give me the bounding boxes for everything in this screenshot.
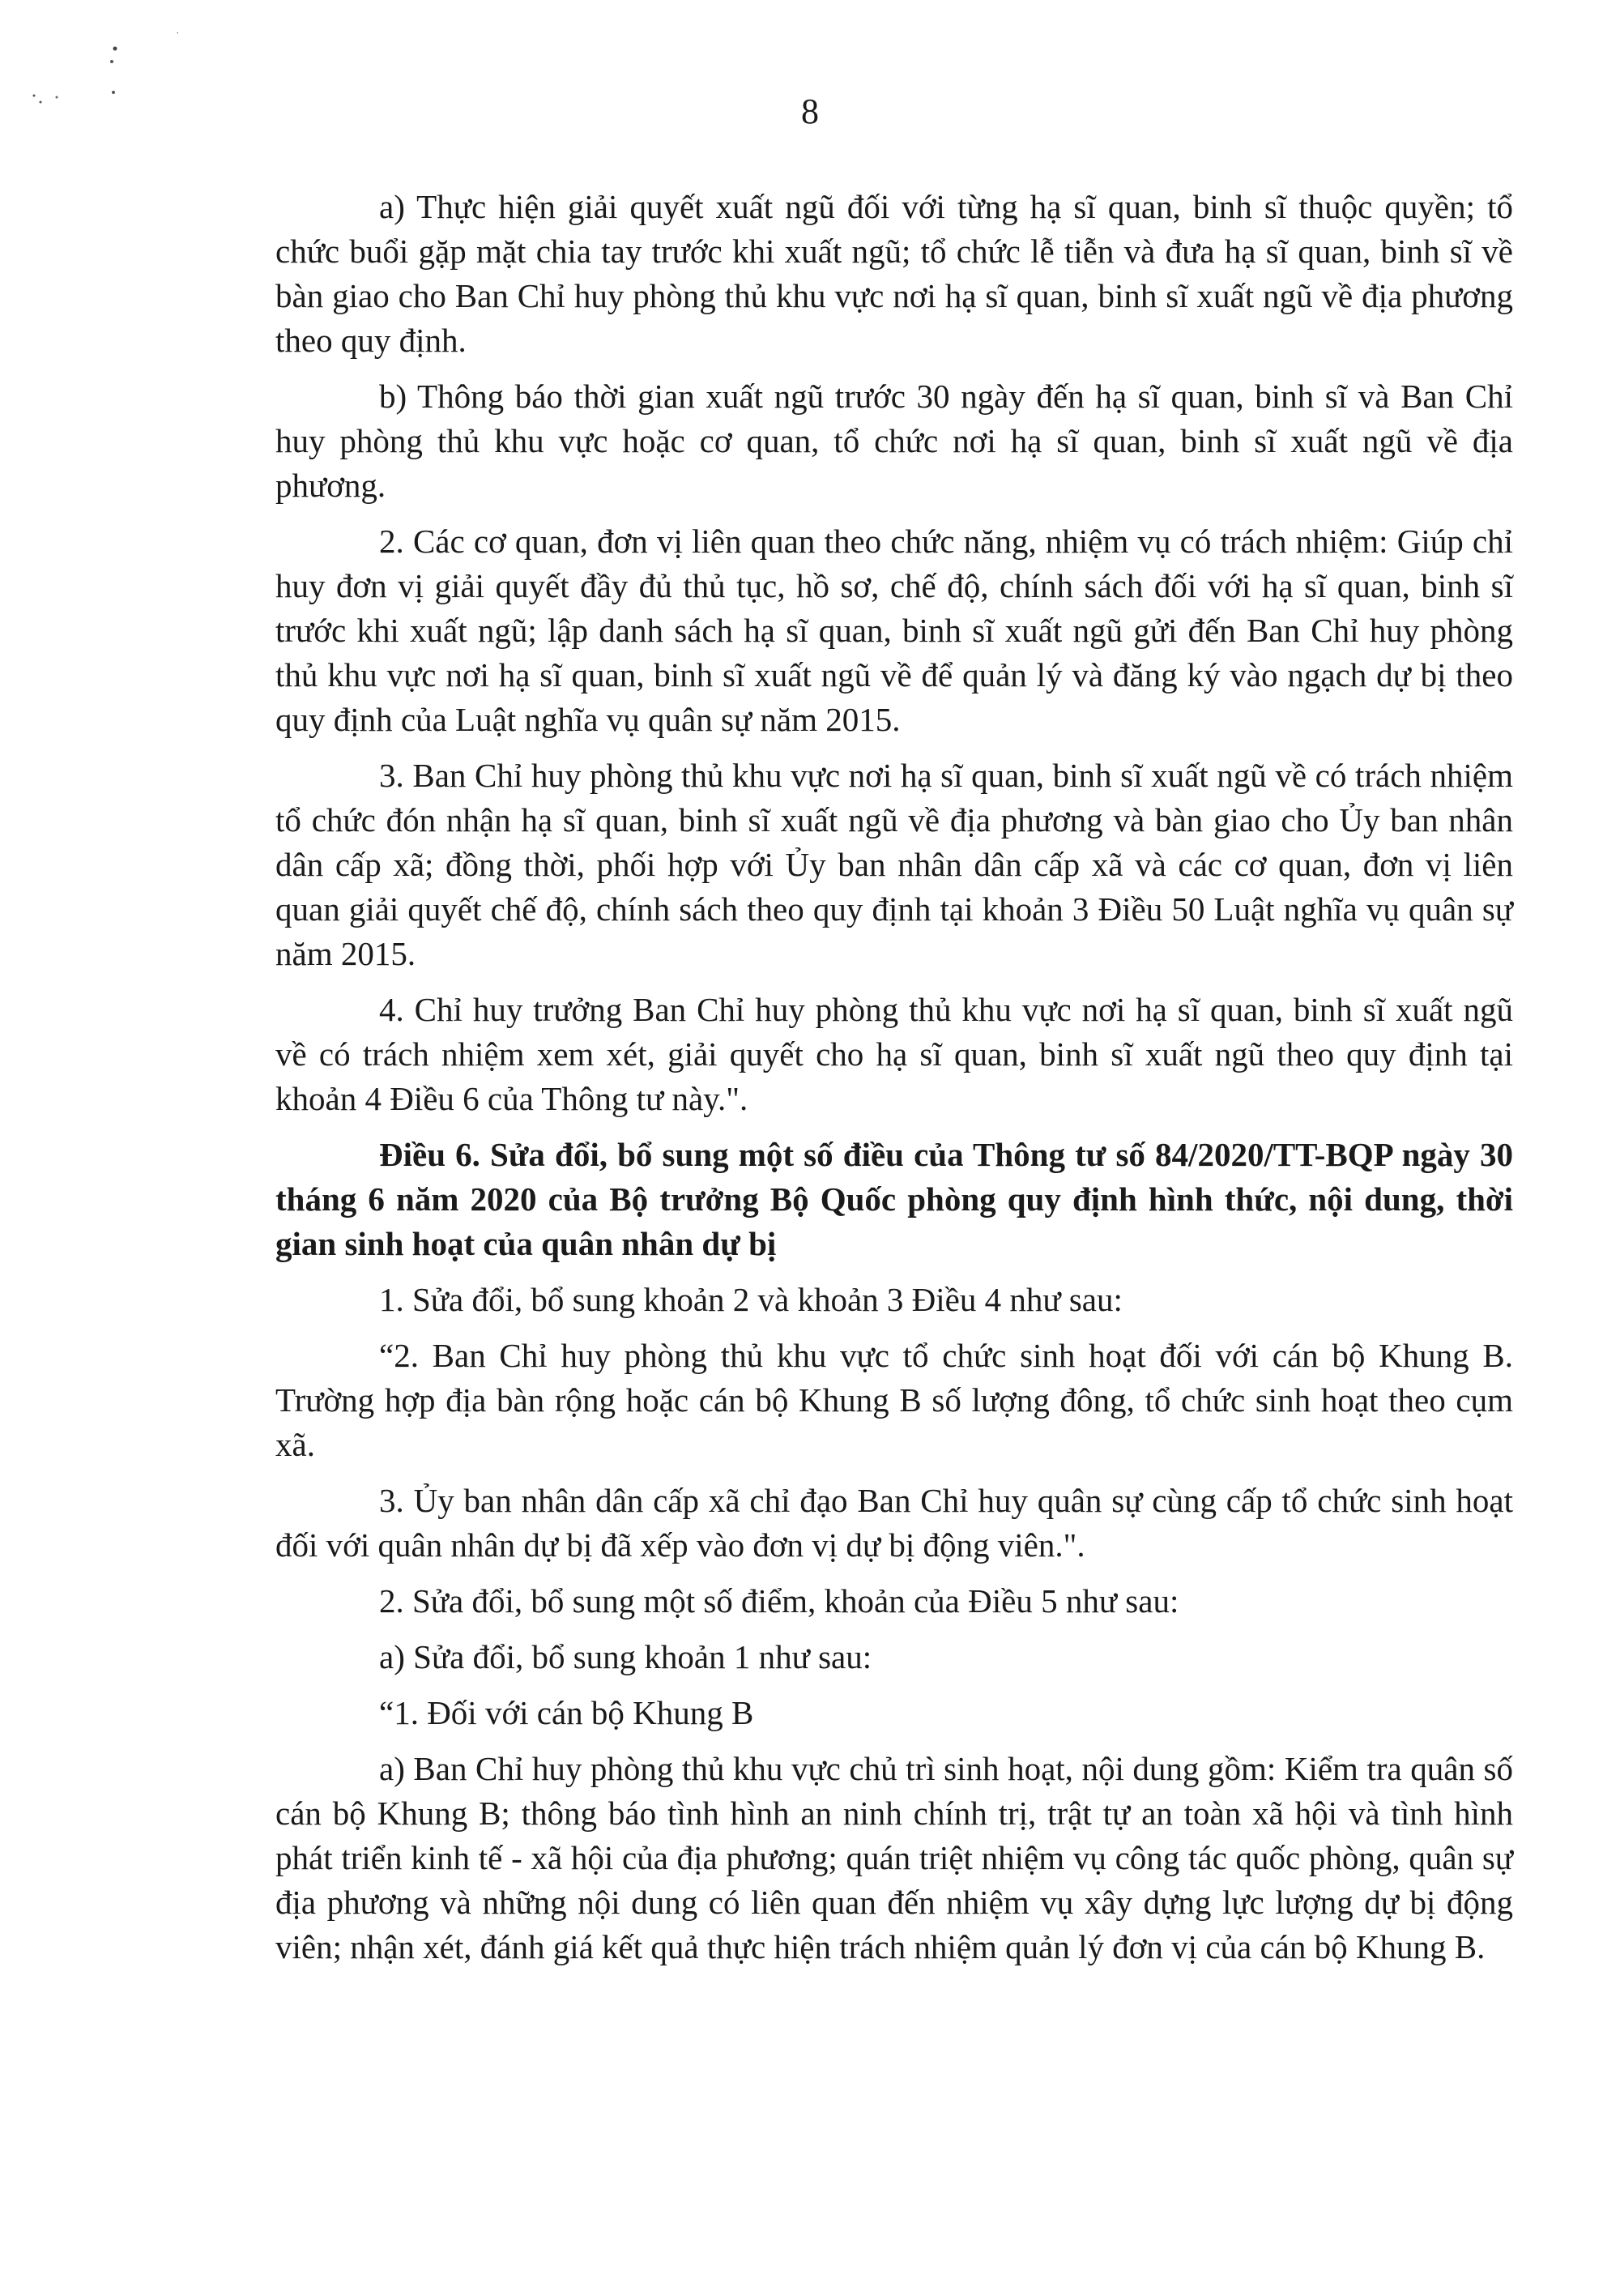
paragraph-khung-b-a: a) Ban Chỉ huy phòng thủ khu vực chủ trì sinh hoạt, nội dung gồm: Kiểm tra quân số cán bộ Khung B; thông báo tình hình an ninh chính trị, trật tự an toàn xã hội và tình hình phát triển kinh tế - xã hội của địa phương; quán triệt nhiệm vụ công tác quốc phòng, quân sự địa phương và những nội dung có liên quan đến nhiệm vụ xây dựng lực lượng dự bị động viên; nhận xét, đánh giá kết quả thực hiện trách nhiệm quản lý đơn vị của cán bộ Khung B. (275, 1750, 1513, 1965)
paragraph-khung-b-title: “1. Đối với cán bộ Khung B (379, 1694, 754, 1731)
paragraph-article-6-2a: a) Sửa đổi, bổ sung khoản 1 như sau: (379, 1638, 872, 1675)
paragraph-article-6-2: 2. Sửa đổi, bổ sung một số điểm, khoản của Điều 5 như sau: (379, 1582, 1179, 1620)
paragraph-article-6-1: 1. Sửa đổi, bổ sung khoản 2 và khoản 3 Điều 4 như sau: (379, 1281, 1123, 1318)
article-6-heading: Điều 6. Sửa đổi, bổ sung một số điều của Thông tư số 84/2020/TT-BQP ngày 30 tháng 6 năm 2020 của Bộ trưởng Bộ Quốc phòng quy định hình thức, nội dung, thời gian sinh hoạt của quân nhân dự bị (275, 1136, 1513, 1262)
document-body (275, 185, 1513, 1981)
page-number: 8 (801, 92, 819, 131)
paragraph-1a: a) Thực hiện giải quyết xuất ngũ đối với từng hạ sĩ quan, binh sĩ thuộc quyền; tổ chức buổi gặp mặt chia tay trước khi xuất ngũ; tổ chức lễ tiễn và đưa hạ sĩ quan, binh sĩ về bàn giao cho Ban Chỉ huy phòng thủ khu vực nơi hạ sĩ quan, binh sĩ xuất ngũ về địa phương theo quy định. (275, 188, 1513, 359)
paragraph-2: 2. Các cơ quan, đơn vị liên quan theo chức năng, nhiệm vụ có trách nhiệm: Giúp chỉ huy đơn vị giải quyết đầy đủ thủ tục, hồ sơ, chế độ, chính sách đối với hạ sĩ quan, binh sĩ trước khi xuất ngũ; lập danh sách hạ sĩ quan, binh sĩ xuất ngũ gửi đến Ban Chỉ huy phòng thủ khu vực nơi hạ sĩ quan, binh sĩ xuất ngũ về để quản lý và đăng ký vào ngạch dự bị theo quy định của Luật nghĩa vụ quân sự năm 2015. (275, 523, 1513, 738)
paragraph-1b: b) Thông báo thời gian xuất ngũ trước 30 ngày đến hạ sĩ quan, binh sĩ và Ban Chỉ huy phòng thủ khu vực hoặc cơ quan, tổ chức nơi hạ sĩ quan, binh sĩ xuất ngũ về địa phương. (275, 378, 1513, 504)
paragraph-article-6-1-3: 3. Ủy ban nhân dân cấp xã chỉ đạo Ban Chỉ huy quân sự cùng cấp tổ chức sinh hoạt đối với quân nhân dự bị đã xếp vào đơn vị dự bị động viên.". (275, 1482, 1513, 1564)
paragraph-article-6-1-2: “2. Ban Chỉ huy phòng thủ khu vực tổ chức sinh hoạt đối với cán bộ Khung B. Trường hợp địa bàn rộng hoặc cán bộ Khung B số lượng đông, tổ chức sinh hoạt theo cụm xã. (275, 1337, 1513, 1463)
paragraph-4: 4. Chỉ huy trưởng Ban Chỉ huy phòng thủ khu vực nơi hạ sĩ quan, binh sĩ xuất ngũ về có trách nhiệm xem xét, giải quyết cho hạ sĩ quan, binh sĩ xuất ngũ theo quy định tại khoản 4 Điều 6 của Thông tư này.". (275, 991, 1513, 1117)
paragraph-3: 3. Ban Chỉ huy phòng thủ khu vực nơi hạ sĩ quan, binh sĩ xuất ngũ về có trách nhiệm tổ chức đón nhận hạ sĩ quan, binh sĩ xuất ngũ về địa phương và bàn giao cho Ủy ban nhân dân cấp xã; đồng thời, phối hợp với Ủy ban nhân dân cấp xã và các cơ quan, đơn vị liên quan giải quyết chế độ, chính sách theo quy định tại khoản 3 Điều 50 Luật nghĩa vụ quân sự năm 2015. (275, 757, 1513, 972)
